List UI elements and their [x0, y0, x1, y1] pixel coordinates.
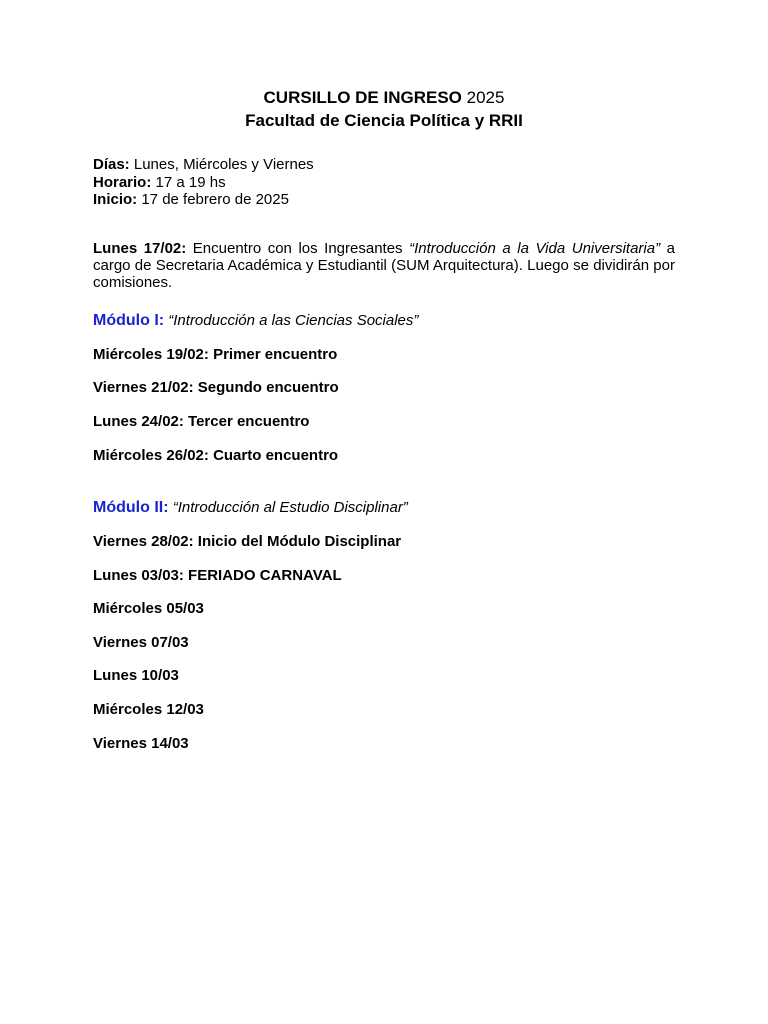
- module-1-title: “Introducción a las Ciencias Sociales”: [168, 312, 419, 329]
- inicio-label: Inicio:: [93, 191, 138, 208]
- document-subtitle: Facultad de Ciencia Política y RRII: [245, 111, 523, 130]
- horario-label: Horario:: [93, 173, 152, 191]
- module-1-session: Lunes 24/02: Tercer encuentro: [93, 413, 310, 430]
- module-2-session: Miércoles 05/03: [93, 600, 204, 617]
- module-2-session: Viernes 28/02: Inicio del Módulo Disciplinar: [93, 533, 402, 550]
- module-1-session: Viernes 21/02: Segundo encuentro: [93, 379, 339, 396]
- document-title-block: [0, 86, 768, 132]
- module-1-heading: [93, 312, 418, 330]
- module-1-session: Miércoles 19/02: Primer encuentro: [93, 346, 338, 363]
- horario-value: 17 a 19 hs: [155, 173, 226, 191]
- module-2-title: “Introducción al Estudio Disciplinar”: [172, 499, 408, 516]
- module-2-label: Módulo II:: [93, 499, 169, 516]
- intro-paragraph: [93, 240, 675, 291]
- dias-label: Días:: [93, 156, 130, 173]
- intro-date: Lunes 17/02:: [93, 240, 187, 257]
- module-1-label: Módulo I:: [93, 312, 165, 329]
- intro-text-after: a cargo de Secretaria Académica y Estudiantil (SUM Arquitectura). Luego se dividirán por comisiones.: [93, 240, 675, 291]
- schedule-info: [93, 156, 314, 209]
- module-2-heading: [93, 499, 408, 517]
- document-title: [0, 86, 768, 109]
- dias-value: Lunes, Miércoles y Viernes: [133, 156, 314, 173]
- module-2-session: Lunes 03/03: FERIADO CARNAVAL: [93, 567, 342, 584]
- title-year: 2025: [466, 88, 505, 107]
- intro-quote: “Introducción a la Vida Universitaria”: [409, 240, 661, 257]
- horario-line: [93, 174, 314, 192]
- module-2-session: Miércoles 12/03: [93, 701, 204, 718]
- dias-line: [93, 156, 314, 174]
- module-1-session: Miércoles 26/02: Cuarto encuentro: [93, 447, 339, 464]
- module-2-session: Viernes 14/03: [93, 735, 189, 752]
- inicio-value: 17 de febrero de 2025: [141, 191, 289, 208]
- intro-text-before: Encuentro con los Ingresantes: [192, 240, 403, 257]
- title-main: CURSILLO DE INGRESO: [263, 88, 462, 107]
- module-2-session: Viernes 07/03: [93, 634, 189, 651]
- inicio-line: [93, 191, 314, 209]
- module-2-session: Lunes 10/03: [93, 667, 179, 684]
